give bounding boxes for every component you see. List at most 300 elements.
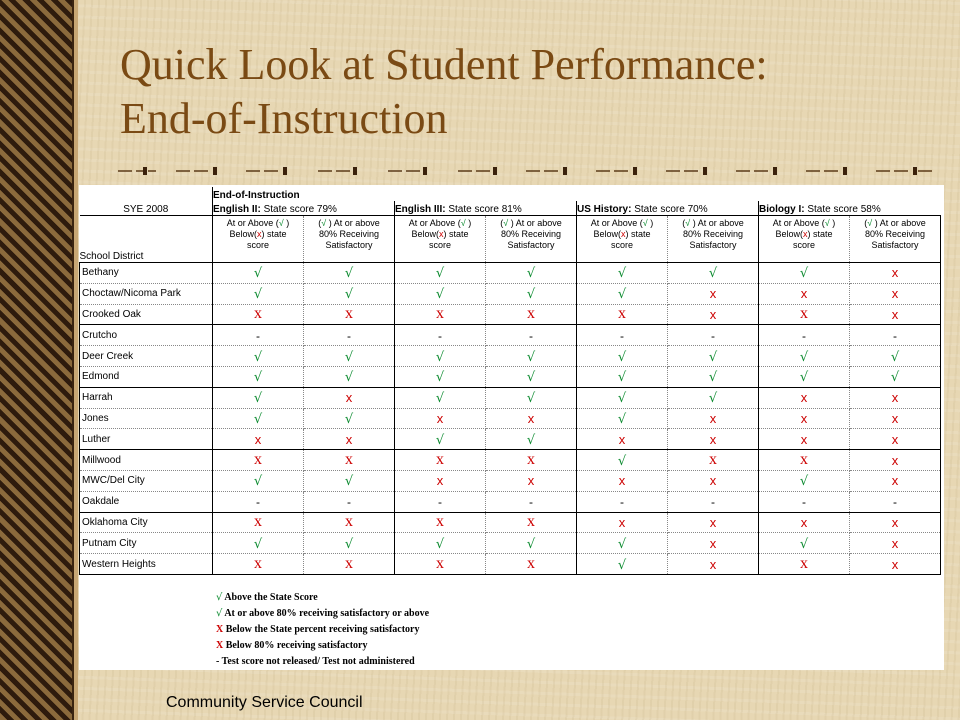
check-icon: √: [344, 411, 354, 427]
status-cell: [395, 263, 486, 284]
cross-icon: x: [436, 305, 444, 323]
cross-icon: x: [891, 514, 899, 530]
status-cell: [668, 491, 759, 512]
subheader-text: score: [246, 240, 269, 250]
status-cell: [668, 346, 759, 367]
status-cell: [759, 387, 850, 408]
subheader-text: At or Above (: [772, 218, 825, 228]
cross-icon: x: [709, 431, 717, 447]
status-cell: [486, 387, 577, 408]
dash-icon: -: [802, 495, 806, 510]
status-cell: [577, 283, 668, 304]
status-cell: [850, 387, 941, 408]
cross-icon: x: [891, 452, 899, 468]
status-cell: [304, 491, 395, 512]
subject-header: [759, 201, 941, 216]
check-icon: √: [344, 266, 354, 282]
status-cell: [213, 408, 304, 429]
check-icon: √: [526, 287, 536, 303]
performance-table-panel: [79, 185, 944, 670]
district-name: Harrah: [80, 387, 213, 408]
check-icon: √: [253, 411, 263, 427]
subheader-text: ) At or above: [690, 218, 744, 228]
legend-item: [216, 654, 429, 670]
check-icon: √: [344, 474, 354, 490]
district-name: Western Heights: [80, 554, 213, 575]
subheader-text: Below(: [593, 229, 621, 239]
check-icon: √: [617, 411, 627, 427]
status-cell: [759, 450, 850, 471]
status-cell: [213, 366, 304, 387]
legend-item: [216, 622, 429, 638]
cross-icon: x: [709, 306, 717, 322]
cross-icon: x: [709, 535, 717, 551]
status-cell: [486, 450, 577, 471]
divider-node: [353, 167, 357, 175]
check-icon: √: [435, 287, 445, 303]
cross-icon: x: [800, 390, 808, 406]
check-icon: √: [617, 370, 627, 386]
table-row: [80, 387, 941, 408]
table-row: [80, 491, 941, 512]
check-icon: √: [617, 453, 627, 469]
status-cell: [486, 408, 577, 429]
decorative-border: [0, 0, 74, 720]
status-cell: [213, 387, 304, 408]
status-cell: [395, 408, 486, 429]
status-cell: [486, 283, 577, 304]
status-cell: [850, 408, 941, 429]
cross-icon: x: [709, 514, 717, 530]
status-cell: [486, 304, 577, 325]
legend: [216, 590, 429, 670]
dash-icon: -: [529, 328, 533, 343]
status-cell: [486, 325, 577, 346]
check-icon: √: [617, 266, 627, 282]
status-cell: [759, 304, 850, 325]
status-cell: [213, 450, 304, 471]
status-cell: [486, 429, 577, 450]
table-row: [80, 429, 941, 450]
check-icon: √: [503, 218, 509, 228]
district-name: Jones: [80, 408, 213, 429]
status-cell: [577, 346, 668, 367]
status-cell: [577, 325, 668, 346]
status-cell: [759, 366, 850, 387]
divider-node: [213, 167, 217, 175]
status-cell: [486, 491, 577, 512]
cross-icon: x: [709, 451, 717, 469]
status-cell: [395, 346, 486, 367]
cross-icon: x: [891, 306, 899, 322]
divider-node: [283, 167, 287, 175]
table-row: [80, 408, 941, 429]
dash-icon: -: [711, 328, 715, 343]
subheader-state-score: [577, 216, 668, 263]
legend-text: Below the State percent receiving satisfactory: [225, 624, 420, 635]
cross-icon: x: [800, 410, 808, 426]
subheader-text: Satisfactory: [871, 240, 919, 250]
dash-icon: -: [620, 328, 624, 343]
legend-text: At or above 80% receiving satisfactory or above: [224, 608, 430, 619]
status-cell: [213, 304, 304, 325]
status-cell: [577, 470, 668, 491]
status-cell: [304, 263, 395, 284]
legend-item: [216, 590, 429, 606]
title-line-1: Quick Look at Student Performance:: [120, 40, 768, 89]
state-score: State score 81%: [448, 204, 522, 215]
status-cell: [304, 283, 395, 304]
status-cell: [395, 533, 486, 554]
status-cell: [486, 263, 577, 284]
status-cell: [213, 470, 304, 491]
check-icon: √: [708, 391, 718, 407]
district-name: Edmond: [80, 366, 213, 387]
status-cell: [759, 554, 850, 575]
cross-icon: x: [527, 513, 535, 531]
dash-icon: -: [347, 328, 351, 343]
status-cell: [304, 304, 395, 325]
status-cell: [850, 429, 941, 450]
status-cell: [577, 263, 668, 284]
cross-icon: x: [345, 305, 353, 323]
check-icon: √: [435, 370, 445, 386]
subheader-text: ) At or above: [872, 218, 926, 228]
status-cell: [759, 346, 850, 367]
title-line-2: End-of-Instruction: [120, 94, 448, 143]
district-header: School District: [80, 216, 213, 263]
status-cell: [213, 429, 304, 450]
cross-icon: x: [439, 229, 444, 239]
district-name: MWC/Del City: [80, 470, 213, 491]
cross-icon: x: [891, 265, 899, 281]
cross-icon: x: [527, 410, 535, 426]
status-cell: [850, 470, 941, 491]
status-cell: [668, 450, 759, 471]
cross-icon: x: [257, 229, 262, 239]
subheader-text: score: [792, 240, 815, 250]
cross-icon: x: [254, 555, 262, 573]
status-cell: [668, 387, 759, 408]
status-cell: [759, 533, 850, 554]
table-row: [80, 470, 941, 491]
cross-icon: x: [800, 286, 808, 302]
check-icon: √: [617, 349, 627, 365]
check-icon: √: [799, 349, 809, 365]
table-row: [80, 304, 941, 325]
cross-icon: x: [800, 451, 808, 469]
check-icon: √: [253, 370, 263, 386]
status-cell: [304, 470, 395, 491]
table-row: [80, 325, 941, 346]
check-icon: √: [617, 391, 627, 407]
subheader-satisfactory: [486, 216, 577, 263]
subheader-text: (: [682, 218, 686, 228]
status-cell: [395, 491, 486, 512]
status-cell: [668, 554, 759, 575]
status-cell: [850, 512, 941, 533]
subheader-text: ) At or above: [326, 218, 380, 228]
cross-icon: x: [800, 305, 808, 323]
status-cell: [304, 429, 395, 450]
check-icon: √: [435, 349, 445, 365]
subheader-text: ) state: [261, 229, 287, 239]
status-cell: [213, 346, 304, 367]
cross-icon: x: [527, 305, 535, 323]
status-cell: [668, 304, 759, 325]
dash-icon: -: [893, 495, 897, 510]
check-icon: √: [890, 370, 900, 386]
cross-icon: x: [709, 473, 717, 489]
status-cell: [304, 408, 395, 429]
cross-icon: x: [254, 513, 262, 531]
table-row: [80, 283, 941, 304]
subheader-text: ) state: [625, 229, 651, 239]
check-icon: √: [216, 608, 223, 619]
subheader-text: Satisfactory: [507, 240, 555, 250]
subheader-text: Below(: [775, 229, 803, 239]
district-name: Luther: [80, 429, 213, 450]
state-score: State score 70%: [634, 204, 708, 215]
check-icon: √: [799, 536, 809, 552]
district-name: Choctaw/Nicoma Park: [80, 283, 213, 304]
performance-table: [79, 187, 941, 575]
status-cell: [304, 325, 395, 346]
district-name: Oklahoma City: [80, 512, 213, 533]
status-cell: [577, 408, 668, 429]
cross-icon: x: [621, 229, 626, 239]
subheader-text: (: [864, 218, 868, 228]
status-cell: [486, 470, 577, 491]
divider-node: [773, 167, 777, 175]
status-cell: [759, 263, 850, 284]
legend-text: Test score not released/ Test not administered: [221, 656, 415, 667]
subheader-text: Below(: [229, 229, 257, 239]
cross-icon: x: [709, 556, 717, 572]
status-cell: [577, 554, 668, 575]
district-name: Putnam City: [80, 533, 213, 554]
dash-icon: -: [256, 495, 260, 510]
legend-item: [216, 606, 429, 622]
cross-icon: X: [216, 640, 224, 651]
check-icon: √: [799, 370, 809, 386]
dash-icon: -: [893, 328, 897, 343]
subject-name: English III:: [395, 204, 446, 215]
table-row: [80, 346, 941, 367]
subheader-text: ) state: [807, 229, 833, 239]
cross-icon: x: [800, 514, 808, 530]
cross-icon: x: [891, 556, 899, 572]
cross-icon: x: [618, 305, 626, 323]
cross-icon: x: [436, 451, 444, 469]
check-icon: √: [253, 474, 263, 490]
status-cell: [577, 450, 668, 471]
status-cell: [486, 533, 577, 554]
subheader-text: At or Above (: [226, 218, 279, 228]
table-row: [80, 533, 941, 554]
cross-icon: x: [345, 513, 353, 531]
cross-icon: x: [891, 286, 899, 302]
cross-icon: x: [436, 555, 444, 573]
dash-icon: -: [529, 495, 533, 510]
check-icon: √: [253, 266, 263, 282]
divider-node: [843, 167, 847, 175]
status-cell: [486, 346, 577, 367]
status-cell: [213, 263, 304, 284]
subheader-state-score: [759, 216, 850, 263]
check-icon: √: [526, 266, 536, 282]
status-cell: [668, 408, 759, 429]
cross-icon: x: [527, 473, 535, 489]
divider-node: [563, 167, 567, 175]
cross-icon: x: [618, 514, 626, 530]
cross-icon: x: [891, 410, 899, 426]
cross-icon: x: [618, 431, 626, 447]
cross-icon: x: [891, 535, 899, 551]
cross-icon: x: [800, 555, 808, 573]
status-cell: [213, 533, 304, 554]
district-name: Crutcho: [80, 325, 213, 346]
status-cell: [304, 533, 395, 554]
dash-icon: -: [620, 495, 624, 510]
subject-name: US History:: [577, 204, 632, 215]
legend-text: Below 80% receiving satisfactory: [225, 640, 368, 651]
legend-item: [216, 638, 429, 654]
status-cell: [850, 263, 941, 284]
status-cell: [668, 533, 759, 554]
status-cell: [759, 325, 850, 346]
cross-icon: x: [709, 410, 717, 426]
check-icon: √: [867, 218, 873, 228]
status-cell: [213, 283, 304, 304]
dash-icon: -: [347, 495, 351, 510]
status-cell: [486, 554, 577, 575]
subject-name: English II:: [213, 204, 261, 215]
district-name: Crooked Oak: [80, 304, 213, 325]
status-cell: [668, 429, 759, 450]
check-icon: √: [617, 287, 627, 303]
cross-icon: x: [345, 431, 353, 447]
district-name: Oakdale: [80, 491, 213, 512]
check-icon: √: [708, 266, 718, 282]
check-icon: √: [344, 349, 354, 365]
divider-node: [913, 167, 917, 175]
divider-node: [703, 167, 707, 175]
cross-icon: x: [618, 473, 626, 489]
section-label: End-of-Instruction: [213, 187, 941, 201]
table-row: [80, 554, 941, 575]
check-icon: √: [435, 391, 445, 407]
subject-header: [395, 201, 577, 216]
status-cell: [577, 512, 668, 533]
divider-node: [493, 167, 497, 175]
status-cell: [668, 263, 759, 284]
check-icon: √: [460, 218, 466, 228]
status-cell: [577, 387, 668, 408]
dash-icon: -: [256, 328, 260, 343]
check-icon: √: [253, 391, 263, 407]
status-cell: [213, 554, 304, 575]
subheader-text: ): [829, 218, 836, 228]
status-cell: [850, 450, 941, 471]
state-score: State score 58%: [807, 204, 881, 215]
subheader-satisfactory: [850, 216, 941, 263]
cross-icon: x: [436, 410, 444, 426]
cross-icon: x: [254, 451, 262, 469]
state-score: State score 79%: [263, 204, 337, 215]
subheader-text: Satisfactory: [689, 240, 737, 250]
status-cell: [395, 512, 486, 533]
table-row: [80, 450, 941, 471]
dash-icon: -: [438, 328, 442, 343]
subheader-text: 80% Receiving: [318, 229, 380, 239]
cross-icon: x: [254, 431, 262, 447]
subheader-text: 80% Receiving: [682, 229, 744, 239]
table-row: [80, 366, 941, 387]
status-cell: [395, 325, 486, 346]
cross-icon: x: [803, 229, 808, 239]
subject-name: Biology I:: [759, 204, 805, 215]
status-cell: [850, 304, 941, 325]
status-cell: [668, 283, 759, 304]
check-icon: √: [344, 287, 354, 303]
header-blank: [80, 187, 213, 201]
dashed-divider: [118, 164, 940, 178]
subheader-text: score: [428, 240, 451, 250]
status-cell: [486, 366, 577, 387]
check-icon: √: [799, 474, 809, 490]
cross-icon: x: [527, 555, 535, 573]
status-cell: [395, 554, 486, 575]
cross-icon: x: [345, 451, 353, 469]
dash-icon: -: [438, 495, 442, 510]
status-cell: [850, 554, 941, 575]
subheader-text: ): [283, 218, 290, 228]
check-icon: √: [253, 287, 263, 303]
check-icon: √: [344, 370, 354, 386]
status-cell: [304, 387, 395, 408]
table-row: [80, 512, 941, 533]
district-name: Bethany: [80, 263, 213, 284]
check-icon: √: [435, 432, 445, 448]
status-cell: [395, 387, 486, 408]
cross-icon: x: [800, 431, 808, 447]
district-name: Millwood: [80, 450, 213, 471]
subheader-text: ): [647, 218, 654, 228]
check-icon: √: [617, 557, 627, 573]
status-cell: [395, 429, 486, 450]
check-icon: √: [526, 349, 536, 365]
status-cell: [395, 283, 486, 304]
status-cell: [213, 491, 304, 512]
status-cell: [213, 325, 304, 346]
status-cell: [304, 450, 395, 471]
footer-text: Community Service Council: [166, 694, 363, 711]
cross-icon: x: [891, 390, 899, 406]
check-icon: √: [253, 349, 263, 365]
table-row: [80, 263, 941, 284]
cross-icon: x: [891, 431, 899, 447]
check-icon: √: [253, 536, 263, 552]
district-name: Deer Creek: [80, 346, 213, 367]
cross-icon: x: [891, 473, 899, 489]
dash-icon: -: [216, 656, 220, 667]
subheader-satisfactory: [304, 216, 395, 263]
check-icon: √: [435, 266, 445, 282]
cross-icon: x: [709, 286, 717, 302]
check-icon: √: [278, 218, 284, 228]
status-cell: [668, 512, 759, 533]
